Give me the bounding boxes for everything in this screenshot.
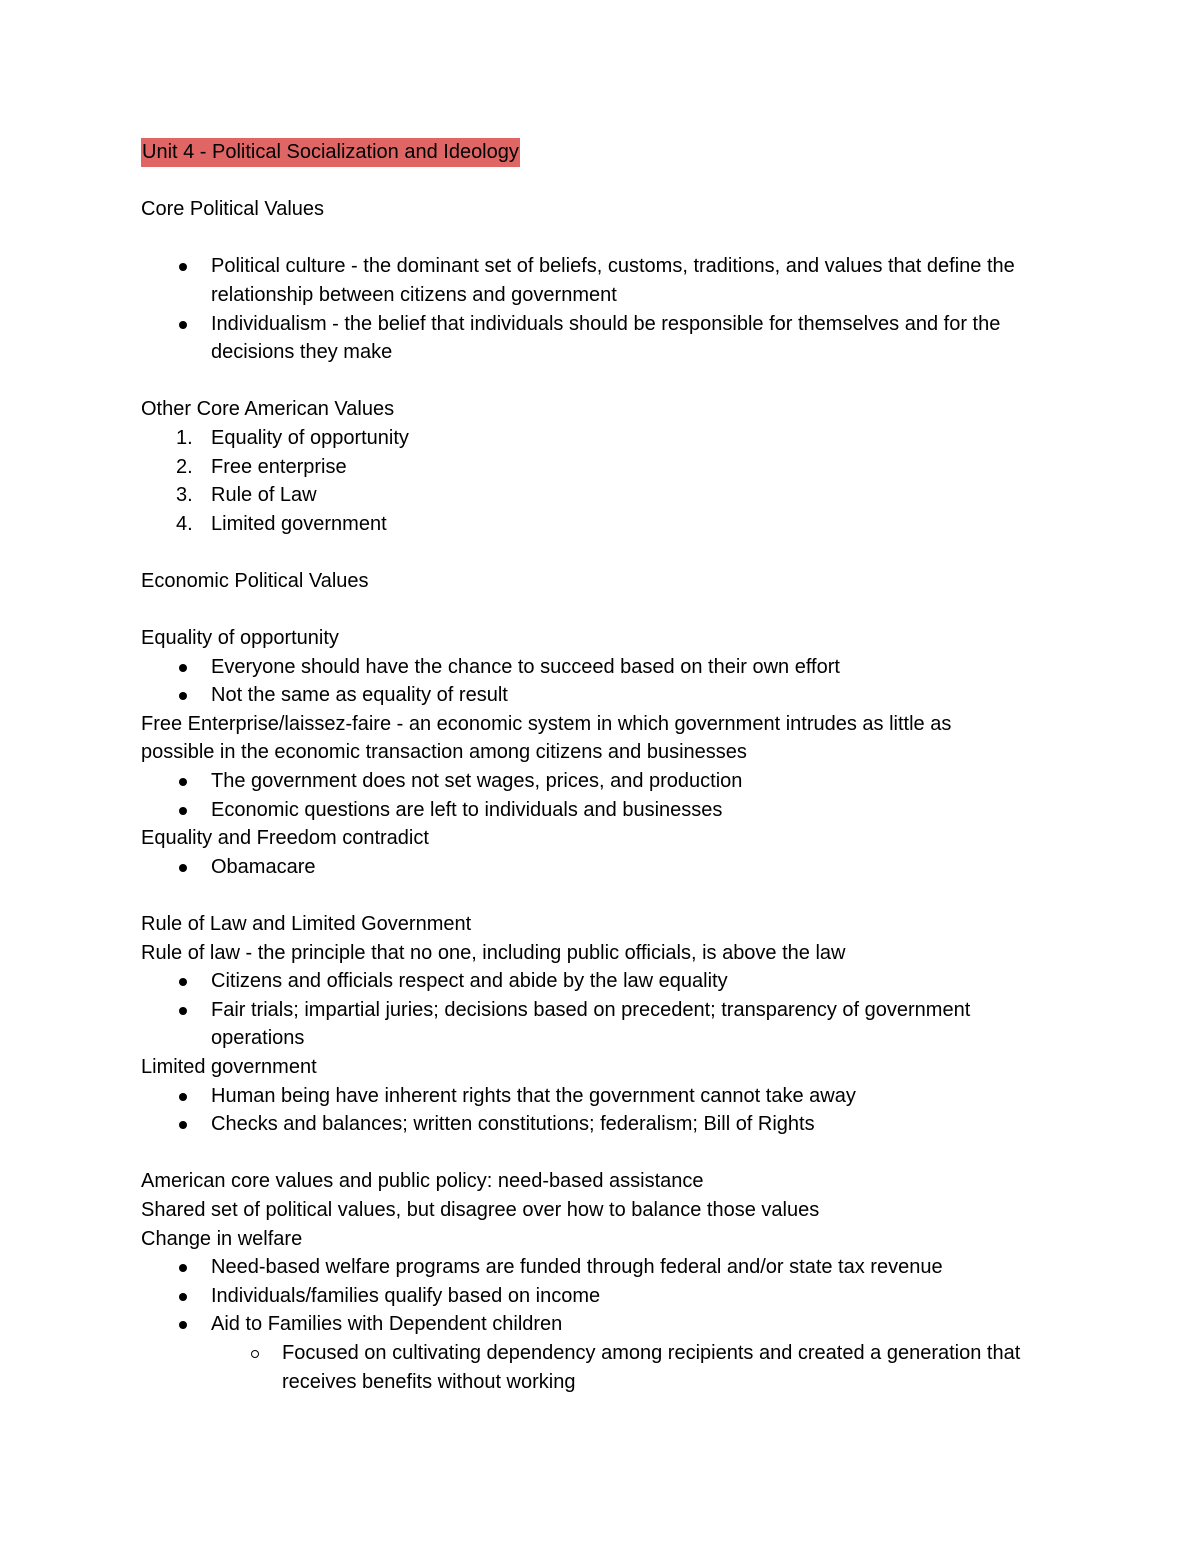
list-item: Not the same as equality of result xyxy=(141,681,1061,710)
bullet-icon xyxy=(179,807,187,815)
free-enterprise-text: Free Enterprise/laissez-faire - an economic system in which government intrudes as little as possible in the economic transaction among citizens and businesses xyxy=(141,712,952,764)
bullet-icon xyxy=(179,978,187,986)
hollow-bullet-icon xyxy=(251,1350,259,1358)
bullet-icon xyxy=(179,1264,187,1272)
list-item: Individuals/families qualify based on income xyxy=(141,1282,1061,1311)
rule-limited-heading: Rule of Law and Limited Government xyxy=(141,913,472,936)
other-values-heading: Other Core American Values xyxy=(141,398,395,421)
welfare-sub-list xyxy=(141,1339,1061,1396)
core-values-heading: Core Political Values xyxy=(141,198,325,221)
numbered-item: 1. Equality of opportunity xyxy=(176,426,409,449)
bullet-icon xyxy=(179,1093,187,1101)
document-title: Unit 4 - Political Socialization and Ideology xyxy=(141,138,520,167)
shared-values-text: Shared set of political values, but disagree over how to balance those values xyxy=(141,1198,820,1221)
bullet-icon xyxy=(179,664,187,672)
limited-government-list xyxy=(141,1082,1061,1139)
bullet-icon xyxy=(179,864,187,872)
bullet-icon xyxy=(179,1121,187,1129)
list-item: Human being have inherent rights that the government cannot take away xyxy=(141,1082,1061,1111)
rule-of-law-text: Rule of law - the principle that no one, including public officials, is above the law xyxy=(141,941,846,964)
list-item: Citizens and officials respect and abide by the law equality xyxy=(141,967,1061,996)
list-item: Need-based welfare programs are funded through federal and/or state tax revenue xyxy=(141,1253,1061,1282)
list-item: Economic questions are left to individuals and businesses xyxy=(141,796,1061,825)
contradict-list xyxy=(141,853,1061,882)
numbered-item: 4. Limited government xyxy=(176,512,387,535)
bullet-icon xyxy=(179,263,187,271)
bullet-icon xyxy=(179,1007,187,1015)
limited-government-heading: Limited government xyxy=(141,1056,317,1078)
bullet-icon xyxy=(179,1293,187,1301)
list-item: Obamacare xyxy=(141,853,1061,882)
list-item: Fair trials; impartial juries; decisions based on precedent; transparency of government operations xyxy=(141,996,1061,1053)
list-item: Everyone should have the chance to succeed based on their own effort xyxy=(141,653,1061,682)
free-enterprise-list xyxy=(141,767,1061,824)
sub-list-item: Focused on cultivating dependency among recipients and created a generation that receives benefits without working xyxy=(141,1339,1061,1396)
rule-of-law-list xyxy=(141,967,1061,1053)
bullet-icon xyxy=(179,1321,187,1329)
welfare-heading: Change in welfare xyxy=(141,1227,303,1250)
title-line xyxy=(141,138,1061,167)
list-item: Political culture - the dominant set of beliefs, customs, traditions, and values that define the relationship between citizens and government xyxy=(141,252,1061,309)
document-page xyxy=(141,138,1061,1396)
list-item: Aid to Families with Dependent children xyxy=(141,1310,1061,1339)
equality-heading: Equality of opportunity xyxy=(141,627,339,650)
core-values-list xyxy=(141,252,1061,366)
policy-heading: American core values and public policy: need-based assistance xyxy=(141,1170,704,1193)
welfare-list xyxy=(141,1253,1061,1339)
economic-values-heading: Economic Political Values xyxy=(141,569,369,592)
bullet-icon xyxy=(179,692,187,700)
contradict-heading: Equality and Freedom contradict xyxy=(141,827,429,850)
other-values-list xyxy=(141,424,1061,538)
bullet-icon xyxy=(179,321,187,329)
list-item: Individualism - the belief that individuals should be responsible for themselves and for the decisions they make xyxy=(141,310,1061,367)
numbered-item: 3. Rule of Law xyxy=(176,484,317,507)
equality-list xyxy=(141,653,1061,710)
numbered-item: 2. Free enterprise xyxy=(176,455,347,478)
list-item: The government does not set wages, prices, and production xyxy=(141,767,1061,796)
list-item: Checks and balances; written constitutions; federalism; Bill of Rights xyxy=(141,1110,1061,1139)
bullet-icon xyxy=(179,778,187,786)
